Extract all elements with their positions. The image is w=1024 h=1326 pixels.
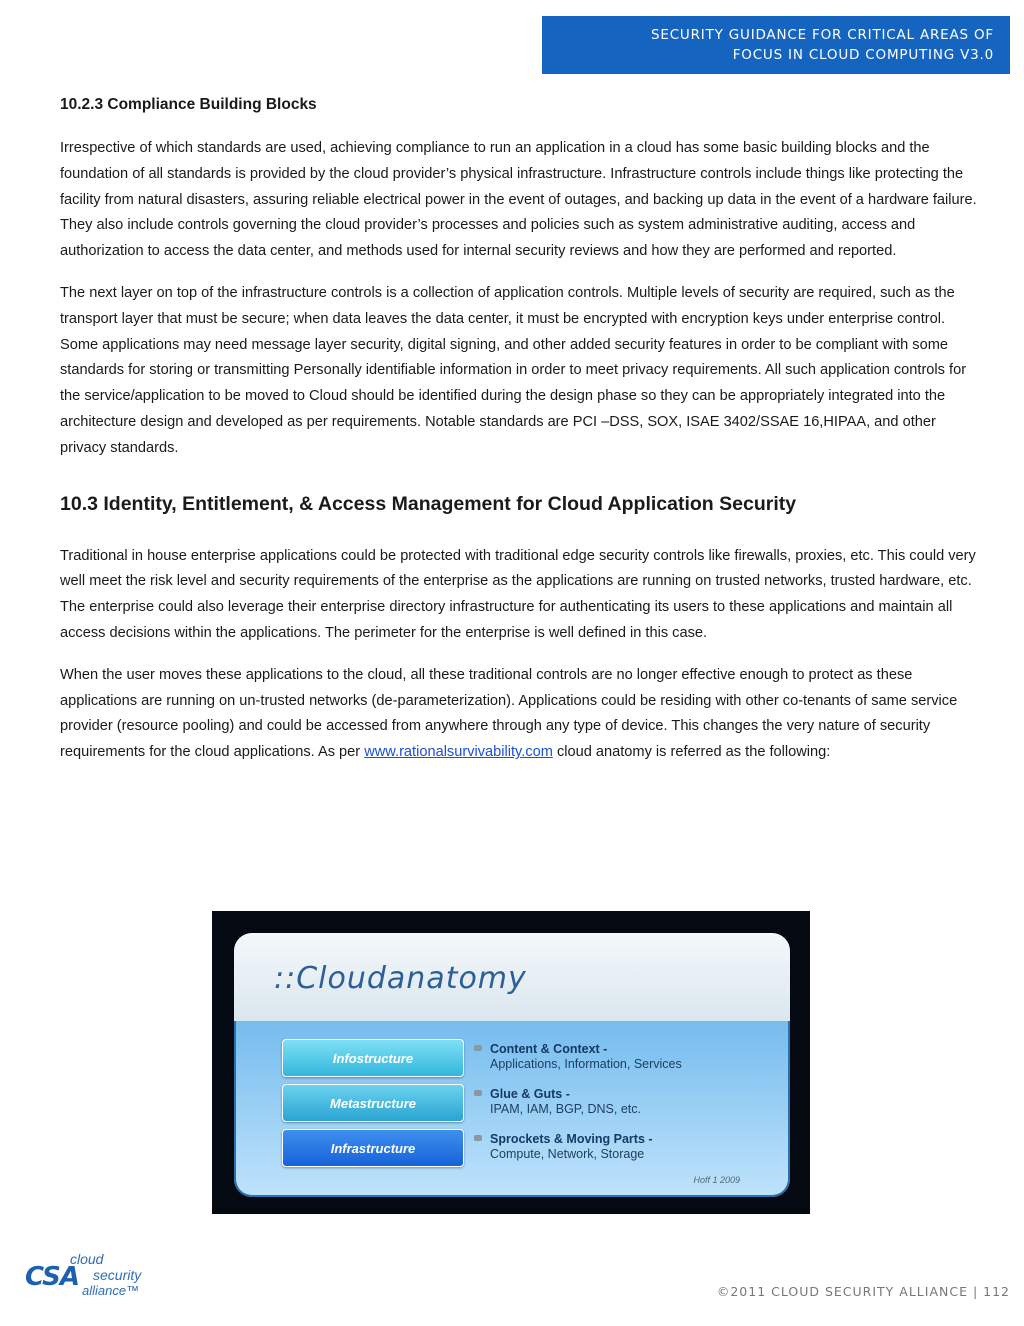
header-banner bbox=[542, 16, 1010, 74]
bullet-icon bbox=[474, 1090, 482, 1096]
figure-signature: Hoff 1 2009 bbox=[693, 1175, 740, 1185]
cloud-anatomy-panel bbox=[234, 933, 790, 1197]
cloud-anatomy-figure bbox=[212, 911, 810, 1214]
paragraph-identity-2-text: When the user moves these applications to the cloud, all these traditional controls are no longer effective enough to protect as these applications are running on un-trusted networks (de-parameterization). Applications could be residing with other co-tenants of same service provider (resource pooling) and could be accessed from anywhere through any type of device. This changes the very nature of security requirements for the cloud applications. As per bbox=[60, 666, 958, 761]
layer-description-detail: Compute, Network, Storage bbox=[490, 1147, 645, 1161]
csa-logo-word-alliance: alliance™ bbox=[82, 1283, 140, 1298]
layer-description-title: Content & Context - bbox=[490, 1042, 608, 1056]
csa-logo-mark: CSA bbox=[25, 1262, 80, 1292]
cloud-anatomy-title: ::Cloudanatomy bbox=[274, 961, 527, 996]
page-footer: ©2011 CLOUD SECURITY ALLIANCE | 112 bbox=[716, 1284, 1010, 1299]
paragraph-identity-1: Traditional in house enterprise applications could be protected with traditional edge security controls like firewalls, proxies, etc. This could very well meet the risk level and security requirements of the enterprise as the applications are running on trusted networks, trusted hardware, etc. The enterprise could also leverage their enterprise directory infrastructure for authenticating its users to these applications and maintain all access decisions within the applications. The perimeter for the enterprise is well defined in this case. bbox=[60, 547, 976, 641]
layer-description-detail: IPAM, IAM, BGP, DNS, etc. bbox=[490, 1102, 641, 1116]
section-heading-10-3: 10.3 Identity, Entitlement, & Access Management for Cloud Application Security bbox=[60, 492, 797, 515]
paragraph-compliance-2: The next layer on top of the infrastructure controls is a collection of application controls. Multiple levels of security are required, such as the transport layer that must be secure; when data leaves the data center, it must be encrypted with encryption keys under enterprise control. Some applications may need message layer security, digital signing, and other added security features in order to be compliant with some standards for storing or transmitting Personally identifiable information in order to meet privacy requirements. All such application controls for the service/application to be moved to Cloud should be identified during the design phase so they can be appropriately integrated into the architecture design and developed as per requirements. Notable standards are PCI –DSS, SOX, ISAE 3402/SSAE 16,HIPAA, and other privacy standards. bbox=[60, 284, 967, 456]
rationalsurvivability-link[interactable]: www.rationalsurvivability.com bbox=[364, 744, 553, 761]
paragraph-compliance-1: Irrespective of which standards are used, achieving compliance to run an application in a cloud has some basic building blocks and the foundation of all standards is provided by the cloud provider’s physical infrastructure. Infrastructure controls include things like protecting the facility from natural disasters, assuring reliable electrical power in the event of outages, and backing up data in the event of a hardware failure. They also include controls governing the cloud provider’s processes and policies such as system administrative auditing, access and authorization to access the data center, and methods used for internal security reviews and how they are performed and reported. bbox=[60, 140, 977, 260]
bullet-icon bbox=[474, 1135, 482, 1141]
csa-logo-word-cloud: cloud bbox=[70, 1251, 104, 1267]
layer-infostructure: Infostructure bbox=[282, 1039, 464, 1077]
paragraph-identity-2-tail: cloud anatomy is referred as the following: bbox=[552, 744, 831, 761]
bullet-icon bbox=[474, 1045, 482, 1051]
layer-description-title: Glue & Guts - bbox=[490, 1087, 570, 1101]
layer-description-metastructure bbox=[490, 1087, 790, 1117]
csa-logo bbox=[25, 1250, 165, 1302]
csa-logo-word-security: security bbox=[93, 1267, 142, 1283]
paragraph-identity-2 bbox=[60, 663, 980, 766]
layer-metastructure: Metastructure bbox=[282, 1084, 464, 1122]
section-heading-10-2-3: 10.2.3 Compliance Building Blocks bbox=[60, 96, 317, 113]
document-body bbox=[60, 84, 980, 782]
header-title-line-2: FOCUS IN CLOUD COMPUTING V3.0 bbox=[732, 47, 994, 63]
layer-description-detail: Applications, Information, Services bbox=[490, 1057, 682, 1071]
layer-description-title: Sprockets & Moving Parts - bbox=[490, 1132, 653, 1146]
layer-description-infostructure bbox=[490, 1042, 790, 1072]
layer-description-infrastructure bbox=[490, 1132, 790, 1162]
header-title-line-1: SECURITY GUIDANCE FOR CRITICAL AREAS OF bbox=[651, 27, 994, 43]
layer-infrastructure: Infrastructure bbox=[282, 1129, 464, 1167]
